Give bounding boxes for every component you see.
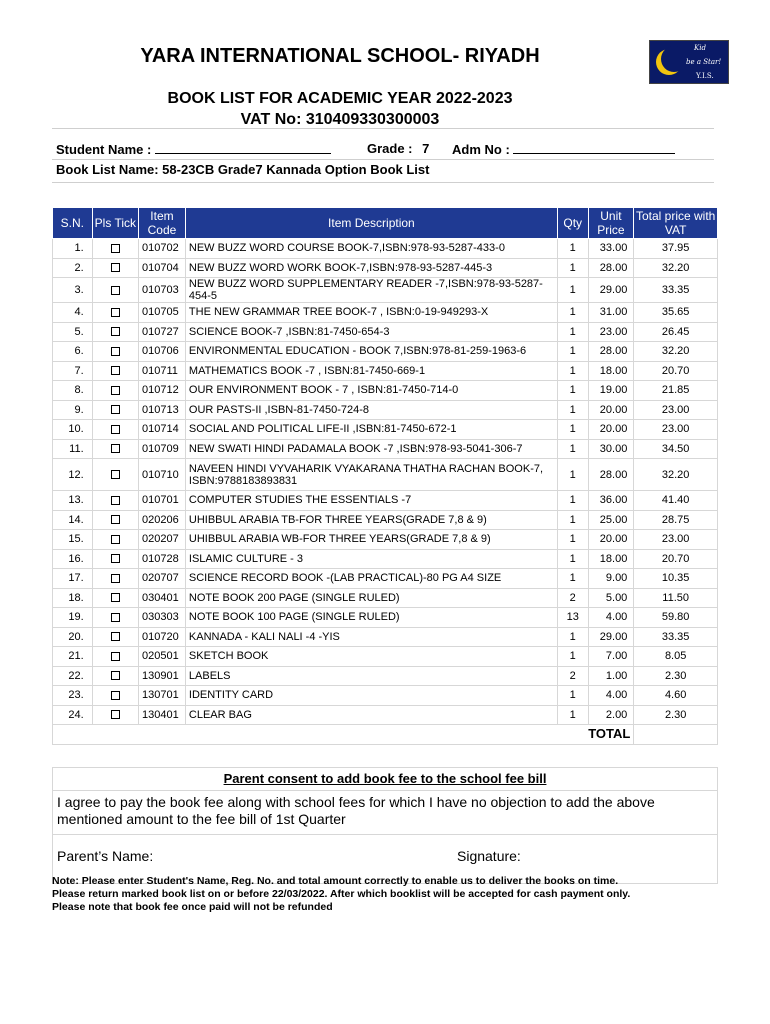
row-code: 010712	[139, 381, 186, 401]
row-code: 010704	[139, 258, 186, 278]
col-sn: S.N.	[53, 208, 93, 239]
row-price: 30.00	[588, 439, 634, 459]
row-desc: SOCIAL AND POLITICAL LIFE-II ,ISBN:81-7450-672-1	[185, 420, 557, 440]
school-logo	[649, 40, 729, 84]
note	[52, 875, 732, 914]
document-title: BOOK LIST FOR ACADEMIC YEAR 2022-2023	[167, 90, 513, 107]
table-row	[53, 342, 718, 362]
row-tick	[92, 278, 138, 303]
row-price: 29.00	[588, 278, 634, 303]
row-qty: 1	[557, 278, 588, 303]
adm-label: Adm No :	[452, 142, 510, 157]
tick-checkbox[interactable]	[111, 470, 120, 479]
tick-checkbox[interactable]	[111, 308, 120, 317]
row-total: 8.05	[634, 647, 718, 667]
consent-title: Parent consent to add book fee to the school fee bill	[53, 768, 717, 791]
row-code: 130401	[139, 705, 186, 725]
row-tick	[92, 666, 138, 686]
tick-checkbox[interactable]	[111, 263, 120, 272]
row-total: 37.95	[634, 239, 718, 259]
row-code: 130701	[139, 686, 186, 706]
row-code: 030401	[139, 588, 186, 608]
row-sn: 7.	[53, 361, 93, 381]
row-code: 010703	[139, 278, 186, 303]
col-desc: Item Description	[185, 208, 557, 239]
row-qty: 1	[557, 647, 588, 667]
row-price: 20.00	[588, 530, 634, 550]
row-desc: ISLAMIC CULTURE - 3	[185, 549, 557, 569]
table-row	[53, 647, 718, 667]
row-code: 020207	[139, 530, 186, 550]
row-sn: 5.	[53, 322, 93, 342]
booklist-name: Book List Name: 58-23CB Grade7 Kannada Option Book List	[56, 162, 430, 177]
row-price: 4.00	[588, 608, 634, 628]
row-total: 21.85	[634, 381, 718, 401]
col-total: Total price with VAT	[634, 208, 718, 239]
row-total: 28.75	[634, 510, 718, 530]
row-sn: 13.	[53, 491, 93, 511]
tick-checkbox[interactable]	[111, 386, 120, 395]
row-qty: 1	[557, 400, 588, 420]
divider	[52, 128, 714, 129]
row-code: 130901	[139, 666, 186, 686]
row-total: 26.45	[634, 322, 718, 342]
row-total: 32.20	[634, 342, 718, 362]
note-line-2: Please return marked book list on or before 22/03/2022. After which booklist will be accepted for cash payment only.	[52, 888, 631, 900]
row-desc: NEW BUZZ WORD COURSE BOOK-7,ISBN:978-93-5287-433-0	[185, 239, 557, 259]
row-sn: 16.	[53, 549, 93, 569]
row-total: 33.35	[634, 278, 718, 303]
row-code: 010705	[139, 303, 186, 323]
row-code: 010728	[139, 549, 186, 569]
divider	[52, 182, 714, 183]
row-sn: 21.	[53, 647, 93, 667]
row-total: 20.70	[634, 549, 718, 569]
row-desc: ENVIRONMENTAL EDUCATION - BOOK 7,ISBN:978-81-259-1963-6	[185, 342, 557, 362]
row-desc: OUR PASTS-II ,ISBN-81-7450-724-8	[185, 400, 557, 420]
table-row	[53, 705, 718, 725]
row-total: 23.00	[634, 420, 718, 440]
table-row	[53, 569, 718, 589]
row-desc: MATHEMATICS BOOK -7 , ISBN:81-7450-669-1	[185, 361, 557, 381]
row-qty: 1	[557, 549, 588, 569]
row-code: 010713	[139, 400, 186, 420]
table-row	[53, 459, 718, 491]
table-row	[53, 322, 718, 342]
table-row	[53, 361, 718, 381]
row-price: 18.00	[588, 361, 634, 381]
table-row	[53, 303, 718, 323]
row-sn: 23.	[53, 686, 93, 706]
row-desc: NAVEEN HINDI VYVAHARIK VYAKARANA THATHA RACHAN BOOK-7, ISBN:9788183893831	[185, 459, 557, 491]
tick-checkbox[interactable]	[111, 425, 120, 434]
col-price: Unit Price	[588, 208, 634, 239]
note-line-3: Please note that book fee once paid will not be refunded	[52, 901, 333, 913]
row-qty: 1	[557, 420, 588, 440]
table-header-row	[53, 208, 718, 239]
row-total: 33.35	[634, 627, 718, 647]
grade-row	[367, 141, 429, 157]
row-desc: UHIBBUL ARABIA TB-FOR THREE YEARS(GRADE 7,8 & 9)	[185, 510, 557, 530]
row-tick	[92, 686, 138, 706]
row-sn: 4.	[53, 303, 93, 323]
row-tick	[92, 322, 138, 342]
row-price: 9.00	[588, 569, 634, 589]
row-qty: 1	[557, 459, 588, 491]
row-tick	[92, 569, 138, 589]
row-tick	[92, 420, 138, 440]
tick-checkbox[interactable]	[111, 574, 120, 583]
row-qty: 1	[557, 303, 588, 323]
row-tick	[92, 459, 138, 491]
row-tick	[92, 705, 138, 725]
parent-name-label: Parent’s Name:	[57, 848, 154, 864]
school-name: YARA INTERNATIONAL SCHOOL- RIYADH	[140, 45, 540, 67]
tick-checkbox[interactable]	[111, 613, 120, 622]
row-qty: 13	[557, 608, 588, 628]
table-row	[53, 686, 718, 706]
row-qty: 1	[557, 569, 588, 589]
row-desc: KANNADA - KALI NALI -4 -YIS	[185, 627, 557, 647]
row-price: 2.00	[588, 705, 634, 725]
table-row	[53, 278, 718, 303]
row-price: 18.00	[588, 549, 634, 569]
table-row	[53, 549, 718, 569]
table-row	[53, 420, 718, 440]
row-code: 010702	[139, 239, 186, 259]
table-row	[53, 239, 718, 259]
adm-number-field[interactable]	[513, 141, 675, 154]
row-price: 36.00	[588, 491, 634, 511]
tick-checkbox[interactable]	[111, 286, 120, 295]
table-row	[53, 439, 718, 459]
row-tick	[92, 239, 138, 259]
row-tick	[92, 258, 138, 278]
table-row	[53, 608, 718, 628]
row-code: 030303	[139, 608, 186, 628]
row-qty: 1	[557, 342, 588, 362]
row-qty: 1	[557, 322, 588, 342]
row-qty: 1	[557, 686, 588, 706]
row-desc: NEW BUZZ WORD WORK BOOK-7,ISBN:978-93-5287-445-3	[185, 258, 557, 278]
book-table	[52, 207, 718, 745]
grade-value: 7	[422, 141, 430, 156]
row-price: 20.00	[588, 420, 634, 440]
row-qty: 2	[557, 666, 588, 686]
row-qty: 1	[557, 439, 588, 459]
logo-text-mid: be a Star!	[686, 58, 722, 66]
tick-checkbox[interactable]	[111, 691, 120, 700]
student-name-row	[56, 141, 331, 158]
row-sn: 12.	[53, 459, 93, 491]
row-tick	[92, 588, 138, 608]
row-sn: 17.	[53, 569, 93, 589]
row-tick	[92, 303, 138, 323]
row-tick	[92, 647, 138, 667]
row-tick	[92, 530, 138, 550]
row-tick	[92, 491, 138, 511]
total-label: TOTAL	[53, 725, 634, 745]
row-code: 020707	[139, 569, 186, 589]
row-desc: SCIENCE BOOK-7 ,ISBN:81-7450-654-3	[185, 322, 557, 342]
row-tick	[92, 342, 138, 362]
row-qty: 1	[557, 705, 588, 725]
col-qty: Qty	[557, 208, 588, 239]
row-price: 19.00	[588, 381, 634, 401]
row-sn: 10.	[53, 420, 93, 440]
row-tick	[92, 381, 138, 401]
row-desc: LABELS	[185, 666, 557, 686]
row-total: 2.30	[634, 705, 718, 725]
row-sn: 14.	[53, 510, 93, 530]
table-row	[53, 258, 718, 278]
row-desc: NOTE BOOK 200 PAGE (SINGLE RULED)	[185, 588, 557, 608]
row-total: 59.80	[634, 608, 718, 628]
total-row	[53, 725, 718, 745]
row-price: 7.00	[588, 647, 634, 667]
row-sn: 15.	[53, 530, 93, 550]
row-price: 20.00	[588, 400, 634, 420]
row-sn: 2.	[53, 258, 93, 278]
tick-checkbox[interactable]	[111, 244, 120, 253]
row-tick	[92, 627, 138, 647]
total-value	[634, 725, 718, 745]
tick-checkbox[interactable]	[111, 444, 120, 453]
row-total: 11.50	[634, 588, 718, 608]
row-total: 2.30	[634, 666, 718, 686]
tick-checkbox[interactable]	[111, 515, 120, 524]
row-price: 33.00	[588, 239, 634, 259]
tick-checkbox[interactable]	[111, 366, 120, 375]
tick-checkbox[interactable]	[111, 347, 120, 356]
row-desc: THE NEW GRAMMAR TREE BOOK-7 , ISBN:0-19-949293-X	[185, 303, 557, 323]
consent-box	[52, 767, 718, 884]
tick-checkbox[interactable]	[111, 593, 120, 602]
row-price: 1.00	[588, 666, 634, 686]
tick-checkbox[interactable]	[111, 554, 120, 563]
logo-text-bottom: Y.I.S.	[696, 72, 714, 80]
row-tick	[92, 510, 138, 530]
row-price: 5.00	[588, 588, 634, 608]
col-code: Item Code	[139, 208, 186, 239]
row-sn: 8.	[53, 381, 93, 401]
tick-checkbox[interactable]	[111, 671, 120, 680]
row-tick	[92, 549, 138, 569]
row-desc: OUR ENVIRONMENT BOOK - 7 , ISBN:81-7450-714-0	[185, 381, 557, 401]
row-qty: 2	[557, 588, 588, 608]
row-total: 23.00	[634, 400, 718, 420]
row-total: 4.60	[634, 686, 718, 706]
col-tick: Pls Tick	[92, 208, 138, 239]
row-code: 020206	[139, 510, 186, 530]
row-total: 41.40	[634, 491, 718, 511]
table-row	[53, 400, 718, 420]
tick-checkbox[interactable]	[111, 405, 120, 414]
table-row	[53, 510, 718, 530]
tick-checkbox[interactable]	[111, 632, 120, 641]
row-price: 29.00	[588, 627, 634, 647]
tick-checkbox[interactable]	[111, 535, 120, 544]
table-row	[53, 627, 718, 647]
row-code: 010711	[139, 361, 186, 381]
row-desc: UHIBBUL ARABIA WB-FOR THREE YEARS(GRADE 7,8 & 9)	[185, 530, 557, 550]
row-sn: 11.	[53, 439, 93, 459]
row-tick	[92, 439, 138, 459]
row-price: 28.00	[588, 342, 634, 362]
row-desc: IDENTITY CARD	[185, 686, 557, 706]
row-code: 010701	[139, 491, 186, 511]
table-row	[53, 491, 718, 511]
vat-number: VAT No: 310409330300003	[240, 111, 440, 128]
row-qty: 1	[557, 627, 588, 647]
row-sn: 19.	[53, 608, 93, 628]
table-row	[53, 530, 718, 550]
row-total: 10.35	[634, 569, 718, 589]
row-total: 32.20	[634, 258, 718, 278]
row-desc: NOTE BOOK 100 PAGE (SINGLE RULED)	[185, 608, 557, 628]
row-code: 010727	[139, 322, 186, 342]
row-price: 4.00	[588, 686, 634, 706]
row-sn: 1.	[53, 239, 93, 259]
row-sn: 24.	[53, 705, 93, 725]
row-code: 010714	[139, 420, 186, 440]
row-total: 20.70	[634, 361, 718, 381]
row-code: 010710	[139, 459, 186, 491]
row-desc: NEW BUZZ WORD SUPPLEMENTARY READER -7,ISBN:978-93-5287-454-5	[185, 278, 557, 303]
tick-checkbox[interactable]	[111, 652, 120, 661]
row-desc: SCIENCE RECORD BOOK -(LAB PRACTICAL)-80 PG A4 SIZE	[185, 569, 557, 589]
table-row	[53, 381, 718, 401]
row-qty: 1	[557, 258, 588, 278]
row-sn: 18.	[53, 588, 93, 608]
row-code: 010709	[139, 439, 186, 459]
consent-text: I agree to pay the book fee along with school fees for which I have no objection to add the above mentioned amount to the fee bill of 1st Quarter	[53, 791, 717, 835]
row-tick	[92, 361, 138, 381]
logo-text-top: Kid	[694, 44, 706, 52]
row-desc: COMPUTER STUDIES THE ESSENTIALS -7	[185, 491, 557, 511]
row-sn: 22.	[53, 666, 93, 686]
row-total: 32.20	[634, 459, 718, 491]
student-name-field[interactable]	[155, 141, 331, 154]
student-name-label: Student Name :	[56, 142, 152, 157]
row-total: 23.00	[634, 530, 718, 550]
row-qty: 1	[557, 361, 588, 381]
row-desc: CLEAR BAG	[185, 705, 557, 725]
row-total: 35.65	[634, 303, 718, 323]
row-tick	[92, 400, 138, 420]
row-code: 010706	[139, 342, 186, 362]
row-price: 23.00	[588, 322, 634, 342]
table-row	[53, 666, 718, 686]
tick-checkbox[interactable]	[111, 496, 120, 505]
row-sn: 3.	[53, 278, 93, 303]
table-row	[53, 588, 718, 608]
row-desc: SKETCH BOOK	[185, 647, 557, 667]
row-sn: 20.	[53, 627, 93, 647]
row-desc: NEW SWATI HINDI PADAMALA BOOK -7 ,ISBN:978-93-5041-306-7	[185, 439, 557, 459]
divider	[52, 159, 714, 160]
row-total: 34.50	[634, 439, 718, 459]
adm-row	[452, 141, 675, 158]
tick-checkbox[interactable]	[111, 710, 120, 719]
row-sn: 6.	[53, 342, 93, 362]
row-price: 25.00	[588, 510, 634, 530]
row-tick	[92, 608, 138, 628]
row-qty: 1	[557, 239, 588, 259]
tick-checkbox[interactable]	[111, 327, 120, 336]
note-line-1: Note: Please enter Student's Name, Reg. No. and total amount correctly to enable us to deliver the books on time.	[52, 875, 619, 887]
row-code: 010720	[139, 627, 186, 647]
grade-label: Grade :	[367, 141, 413, 156]
row-qty: 1	[557, 381, 588, 401]
row-qty: 1	[557, 510, 588, 530]
row-code: 020501	[139, 647, 186, 667]
signature-label: Signature:	[457, 848, 521, 864]
row-price: 28.00	[588, 258, 634, 278]
row-price: 31.00	[588, 303, 634, 323]
row-qty: 1	[557, 530, 588, 550]
row-qty: 1	[557, 491, 588, 511]
row-price: 28.00	[588, 459, 634, 491]
row-sn: 9.	[53, 400, 93, 420]
